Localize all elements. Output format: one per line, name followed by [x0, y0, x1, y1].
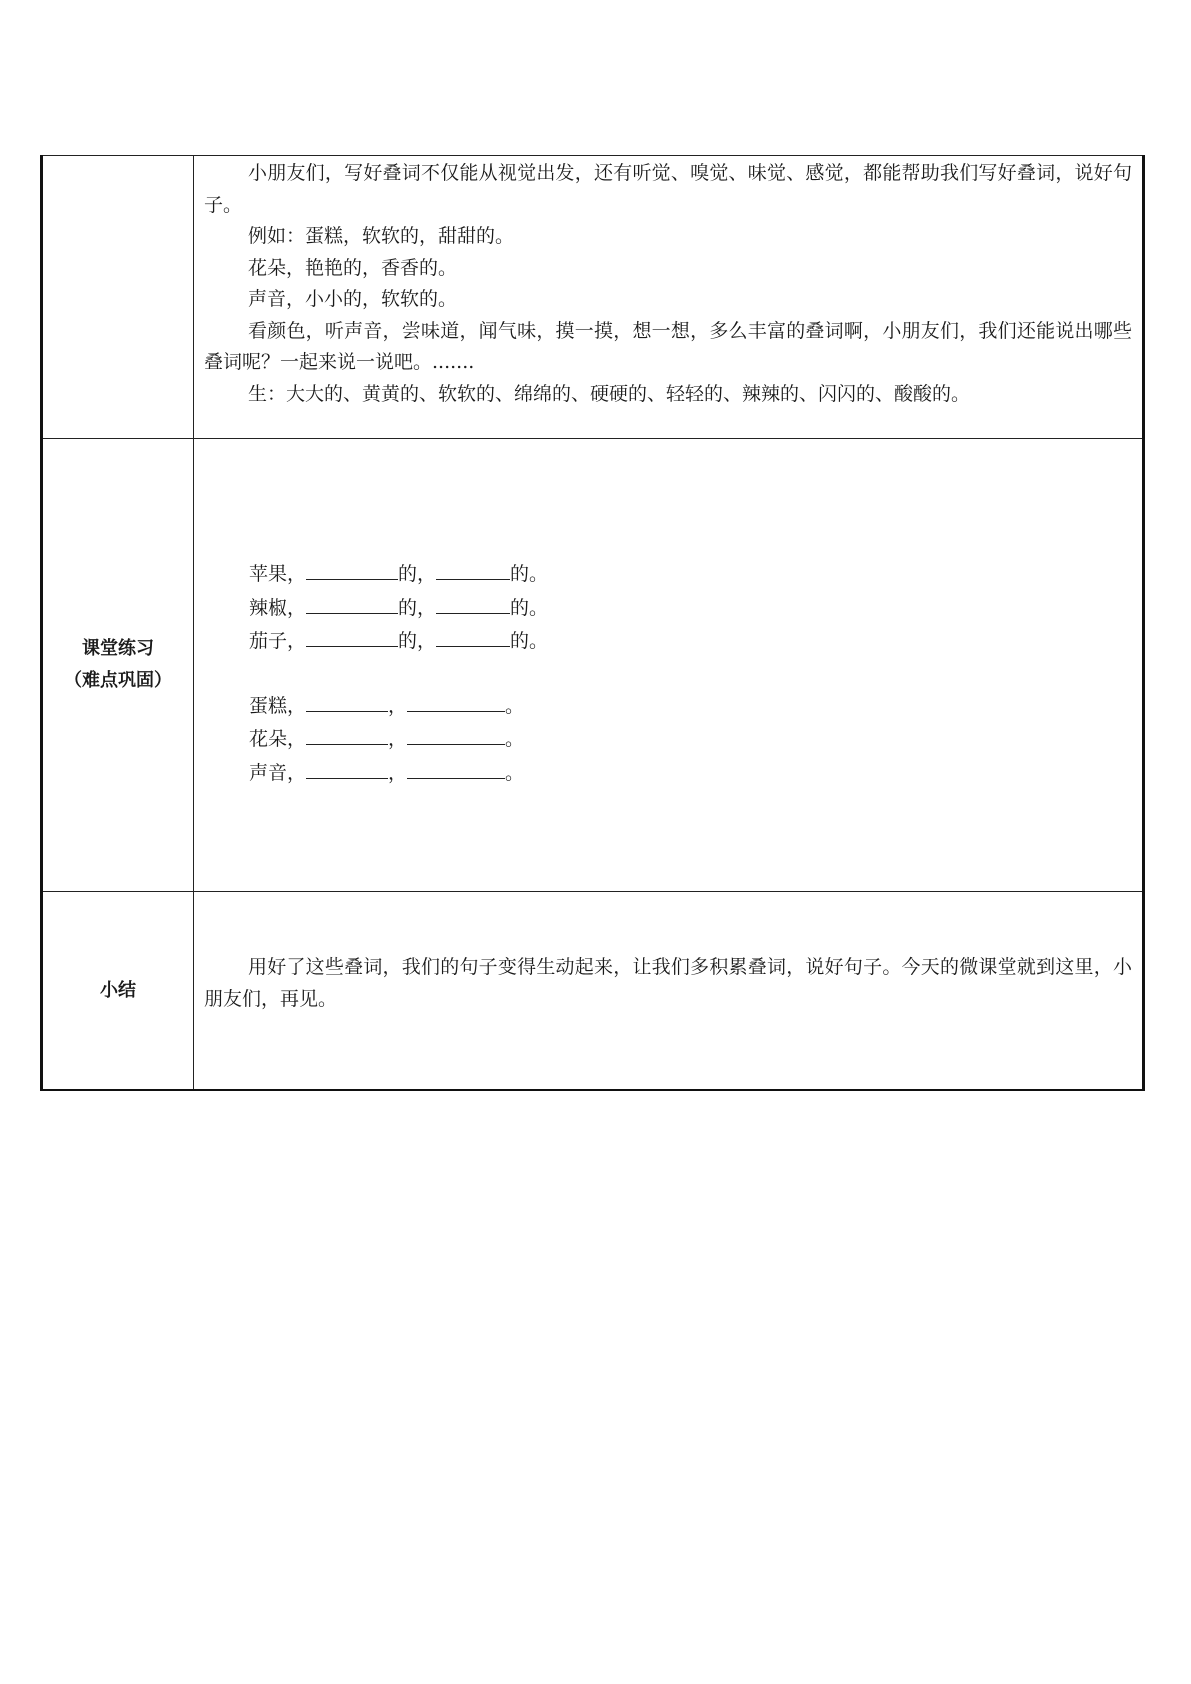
label-practice-line1: 课堂练习: [82, 638, 154, 659]
content-cell-practice: [194, 439, 1144, 892]
exercise-line: 花朵， ， 。: [249, 722, 1132, 756]
paragraph-intro: 小朋友们，写好叠词不仅能从视觉出发，还有听觉、嗅觉、味觉、感觉，都能帮助我们写好叠词，说好句子。: [204, 162, 1132, 216]
exercise-line: 辣椒， 的， 的。: [249, 591, 1132, 625]
exercise-line: 苹果， 的， 的。: [249, 557, 1132, 591]
exercise-line: 声音， ， 。: [249, 756, 1132, 790]
paragraph-example-cake: 例如：蛋糕，软软的，甜甜的。: [248, 225, 515, 247]
fill-blank[interactable]: [407, 722, 505, 745]
paragraph-prompt: 看颜色，听声音，尝味道，闻气味，摸一摸，想一想，多么丰富的叠词啊，小朋友们，我们还能说出哪些叠词呢？一起来说一说吧。.......: [204, 319, 1132, 373]
row-label-empty: [42, 156, 194, 439]
fill-blank[interactable]: [306, 756, 388, 779]
fill-blank[interactable]: [436, 591, 510, 614]
content-cell-discussion: [194, 156, 1144, 439]
exercise-line: 蛋糕， ， 。: [249, 689, 1132, 723]
table-row: [42, 439, 1144, 892]
fill-blank[interactable]: [306, 591, 398, 614]
fill-blank[interactable]: [306, 557, 398, 580]
fill-blank[interactable]: [436, 557, 510, 580]
label-practice-line2: （难点巩固）: [64, 670, 172, 691]
fill-blank[interactable]: [306, 689, 388, 712]
fill-blank[interactable]: [407, 689, 505, 712]
spacer: [249, 658, 1132, 689]
exercise-line: 茄子， 的， 的。: [249, 624, 1132, 658]
table-row: [42, 892, 1144, 1091]
fill-blank[interactable]: [306, 722, 388, 745]
lesson-plan-table: [40, 155, 1145, 1091]
fill-blank[interactable]: [436, 624, 510, 647]
row-label-summary: 小结: [42, 892, 194, 1091]
paragraph-student-answer: 生：大大的、黄黄的、软软的、绵绵的、硬硬的、轻轻的、辣辣的、闪闪的、酸酸的。: [248, 382, 971, 405]
fill-blank[interactable]: [306, 624, 398, 647]
table-row: [42, 156, 1144, 439]
paragraph-summary: 用好了这些叠词，我们的句子变得生动起来，让我们多积累叠词，说好句子。今天的微课堂就到这里，小朋友们，再见。: [204, 956, 1132, 1010]
fill-blank[interactable]: [407, 756, 505, 779]
paragraph-example-flower: 花朵，艳艳的，香香的。: [248, 256, 458, 279]
paragraph-example-sound: 声音，小小的，软软的。: [248, 288, 458, 310]
content-cell-summary: [194, 892, 1144, 1091]
row-label-practice: [42, 439, 194, 892]
